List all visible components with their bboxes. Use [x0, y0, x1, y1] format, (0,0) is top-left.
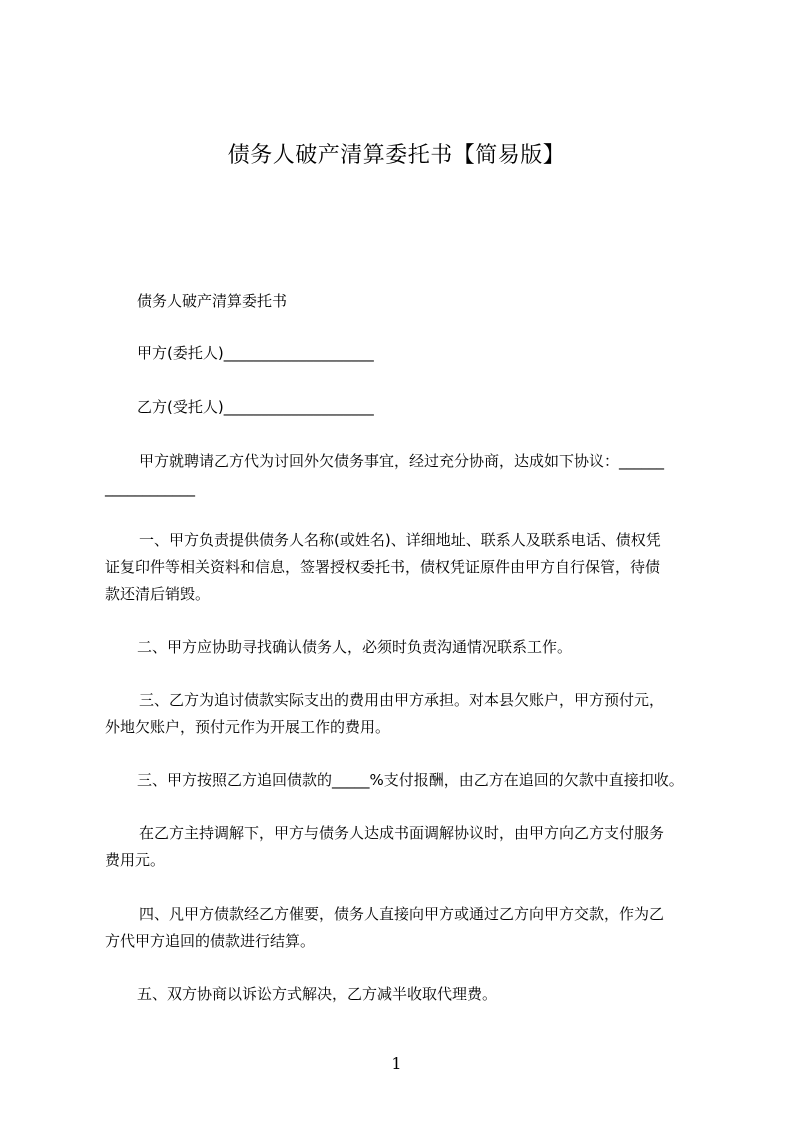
document-title: 债务人破产清算委托书【简易版】: [227, 143, 566, 168]
intro-line-2: ____________: [105, 479, 195, 497]
clause-1-line-2: 证复印件等相关资料和信息，签署授权委托书，债权凭证原件由甲方自行保管，待债: [105, 558, 661, 576]
clause-1-line-3: 款还清后销毁。: [105, 585, 211, 603]
clause-3b-line-1: 三、甲方按照乙方追回债款的_____%支付报酬，由乙方在追回的欠款中直接扣收。: [137, 771, 684, 789]
clause-4-line-2: 方代甲方追回的债款进行结算。: [105, 932, 316, 950]
clause-3-line-1: 三、乙方为追讨债款实际支出的费用由甲方承担。对本县欠账户，甲方预付元，: [139, 691, 665, 709]
party-b-line: 乙方(受托人)____________________: [137, 398, 374, 416]
clause-4-line-1: 四、凡甲方债款经乙方催要，债务人直接向甲方或通过乙方向甲方交款，作为乙: [139, 905, 665, 923]
page-number: 1: [391, 1054, 402, 1073]
intro-line-1: 甲方就聘请乙方代为讨回外欠债务事宜，经过充分协商，达成如下协议：______: [139, 452, 665, 470]
document-heading: 债务人破产清算委托书: [137, 292, 288, 310]
clause-1-line-1: 一、甲方负责提供债务人名称(或姓名)、详细地址、联系人及联系电话、债权凭: [139, 531, 661, 549]
clause-3-line-2: 外地欠账户，预付元作为开展工作的费用。: [105, 718, 391, 736]
party-a-line: 甲方(委托人)____________________: [137, 344, 374, 362]
clause-3c-line-1: 在乙方主持调解下，甲方与债务人达成书面调解协议时，由甲方向乙方支付服务: [139, 824, 665, 842]
clause-2-line-1: 二、甲方应协助寻找确认债务人，必须时负责沟通情况联系工作。: [137, 638, 573, 656]
clause-3c-line-2: 费用元。: [105, 851, 166, 869]
clause-5-line-1: 五、双方协商以诉讼方式解决，乙方减半收取代理费。: [137, 985, 498, 1003]
